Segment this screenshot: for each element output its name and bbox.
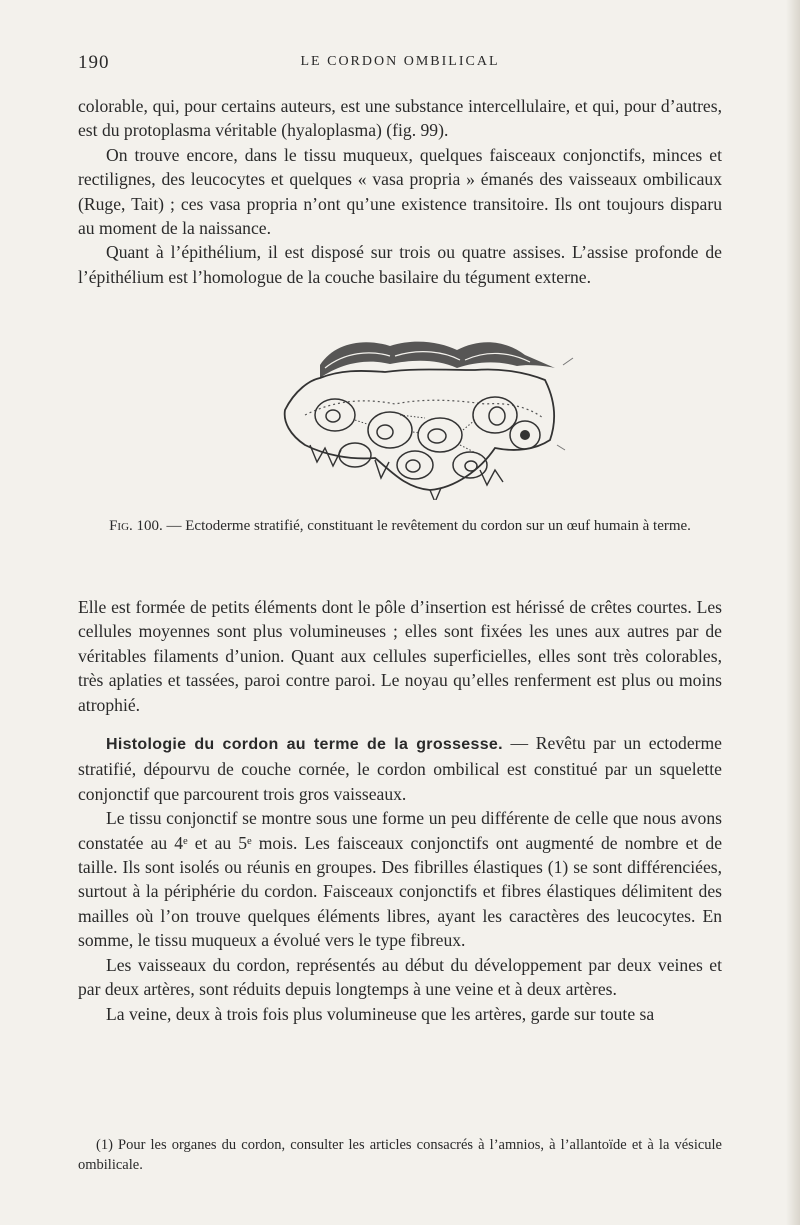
paragraph: Le tissu conjonctif se montre sous une forme un peu différente de celle que nous avons constatée au 4ᵉ et au 5ᵉ mois. Les faisceaux conjonctifs ont augmenté de nombre et de taille. Ils sont isolés ou réunis en groupes. Des fibrilles élastiques (1) se sont différenciées, surtout à la périphérie du cordon. Faisceaux conjonctifs et fibres élastiques délimitent des mailles où l’on trouve quelques éléments libres, ayant les caractères des leucocytes. En somme, le tissu muqueux a évolué vers le type fibreux.: [78, 808, 722, 951]
figure-ectoderm: [225, 320, 585, 500]
running-title: LE CORDON OMBILICAL: [300, 54, 500, 69]
ectoderm-illustration: [225, 320, 585, 500]
paragraph: Quant à l’épithélium, il est disposé sur trois ou quatre assises. L’assise profonde de l’épithélium est l’homologue de la couche basilaire du tégument externe.: [78, 242, 722, 287]
figure-caption-text: — Ectoderme stratifié, constituant le revêtement du cordon sur un œuf humain à terme.: [162, 518, 691, 534]
paragraph: Elle est formée de petits éléments dont le pôle d’insertion est hérissé de crêtes courtes. Les cellules moyennes sont plus volumineuses ; elles sont fixées les unes aux autres par de véritables filaments d’union. Quant aux cellules superficielles, elles sont très colorables, très aplaties et tassées, paroi contre paroi. Le noyau qu’elles renferment est plus ou moins atrophié.: [78, 597, 722, 715]
figure-caption: [78, 517, 722, 536]
page-header: [78, 52, 722, 82]
body-text-top: [78, 94, 722, 289]
paragraph: La veine, deux à trois fois plus volumineuse que les artères, garde sur toute sa: [106, 1003, 655, 1024]
footnote: [78, 1135, 722, 1175]
section-heading: Histologie du cordon au terme de la grossesse.: [106, 736, 503, 754]
paragraph: Les vaisseaux du cordon, représentés au début du développement par deux veines et par deux artères, sont réduits depuis longtemps à une veine et à deux artères.: [78, 954, 722, 1000]
footnote-text: (1) Pour les organes du cordon, consulter les articles consacrés à l’amnios, à l’allantoïde et à la vésicule ombilicale.: [78, 1137, 722, 1173]
body-text-bottom: [78, 595, 722, 1026]
page-edge: [786, 0, 800, 1225]
paragraph: colorable, qui, pour certains auteurs, est une substance intercellulaire, et qui, pour d’autres, est du protoplasma véritable (hyaloplasma) (fig. 99).: [78, 96, 722, 141]
figure-label: Fig. 100.: [109, 518, 163, 534]
page-number: 190: [78, 52, 110, 73]
section-text: — Revêtu par un ectoderme stratifié, dépourvu de couche cornée, le cordon ombilical est constitué par un squelette conjonctif que parcourent trois gros vaisseaux.: [78, 733, 722, 804]
paragraph: On trouve encore, dans le tissu muqueux, quelques faisceaux conjonctifs, minces et rectilignes, des leucocytes et quelques « vasa propria » émanés des vaisseaux ombilicaux (Ruge, Tait) ; ces vasa propria n’ont qu’une existence transitoire. Ils ont toujours disparu au moment de la naissance.: [78, 144, 722, 239]
section-paragraph: [78, 731, 722, 806]
